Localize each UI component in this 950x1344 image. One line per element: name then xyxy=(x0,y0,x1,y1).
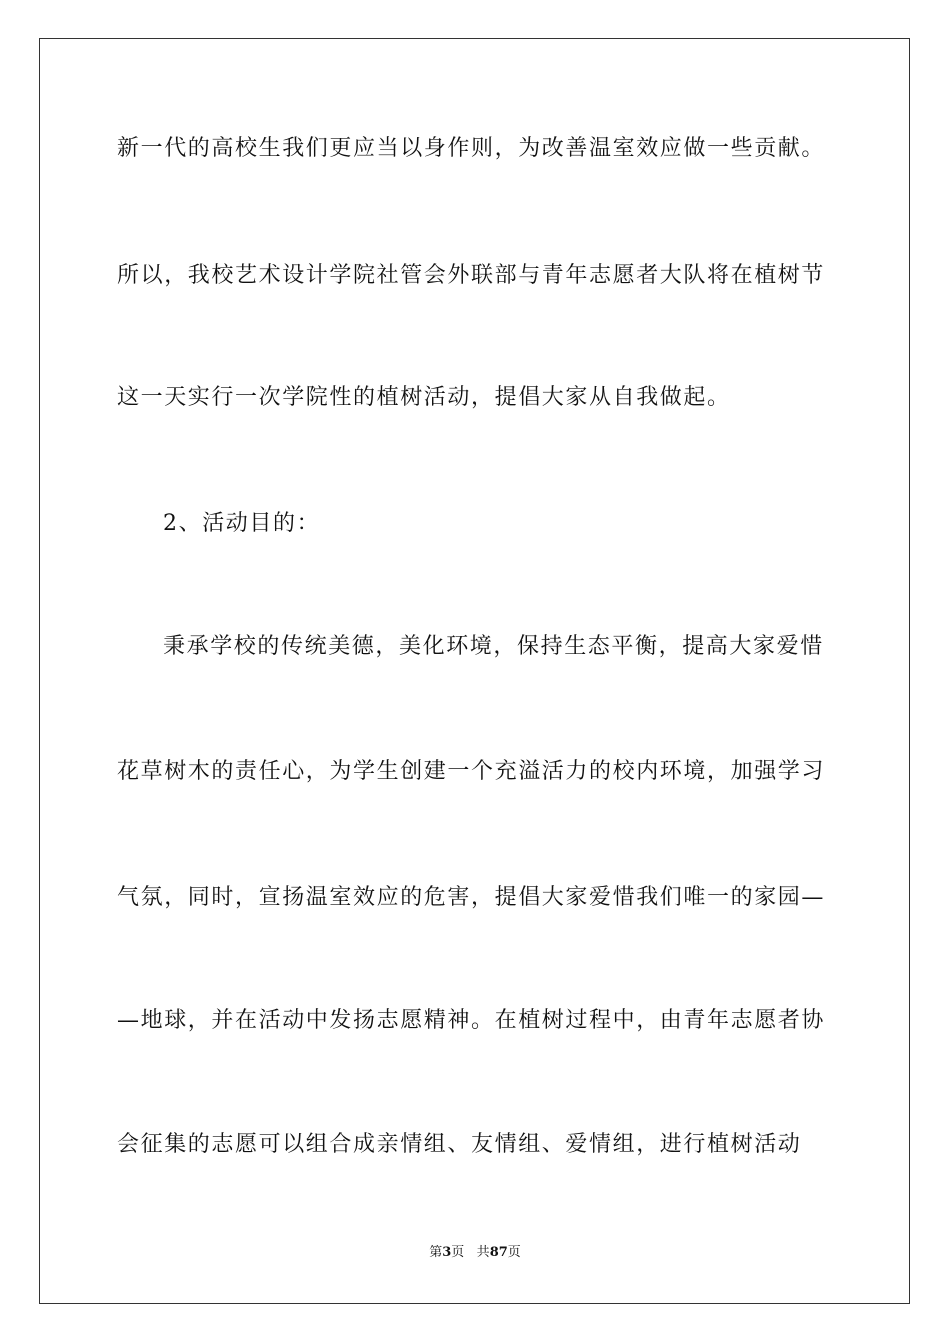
section-heading: 2、活动目的： xyxy=(163,511,321,536)
page-border xyxy=(39,38,910,1304)
footer-page-prefix: 第 xyxy=(429,1245,443,1260)
body-line-9: 会征集的志愿可以组合成亲情组、友情组、爱情组，进行植树活动 xyxy=(117,1132,802,1157)
footer-page-suffix: 页 xyxy=(451,1245,465,1260)
body-line-1: 新一代的高校生我们更应当以身作则，为改善温室效应做一些贡献。 xyxy=(117,136,826,161)
body-line-6: 花草树木的责任心，为学生创建一个充溢活力的校内环境，加强学习 xyxy=(117,759,826,784)
footer-page-number: 3 xyxy=(442,1245,452,1260)
body-line-7: 气氛，同时，宣扬温室效应的危害，提倡大家爱惜我们唯一的家园— xyxy=(117,885,826,910)
footer-total-prefix: 共 xyxy=(476,1245,490,1260)
page-footer xyxy=(0,1245,950,1261)
body-line-8: —地球，并在活动中发扬志愿精神。在植树过程中，由青年志愿者协 xyxy=(117,1008,826,1033)
body-line-2: 所以，我校艺术设计学院社管会外联部与青年志愿者大队将在植树节 xyxy=(117,263,826,288)
footer-total-suffix: 页 xyxy=(507,1245,521,1260)
footer-total-pages: 87 xyxy=(489,1245,508,1260)
body-line-5: 秉承学校的传统美德，美化环境，保持生态平衡，提高大家爱惜 xyxy=(163,634,824,659)
body-line-3: 这一天实行一次学院性的植树活动，提倡大家从自我做起。 xyxy=(117,385,731,410)
